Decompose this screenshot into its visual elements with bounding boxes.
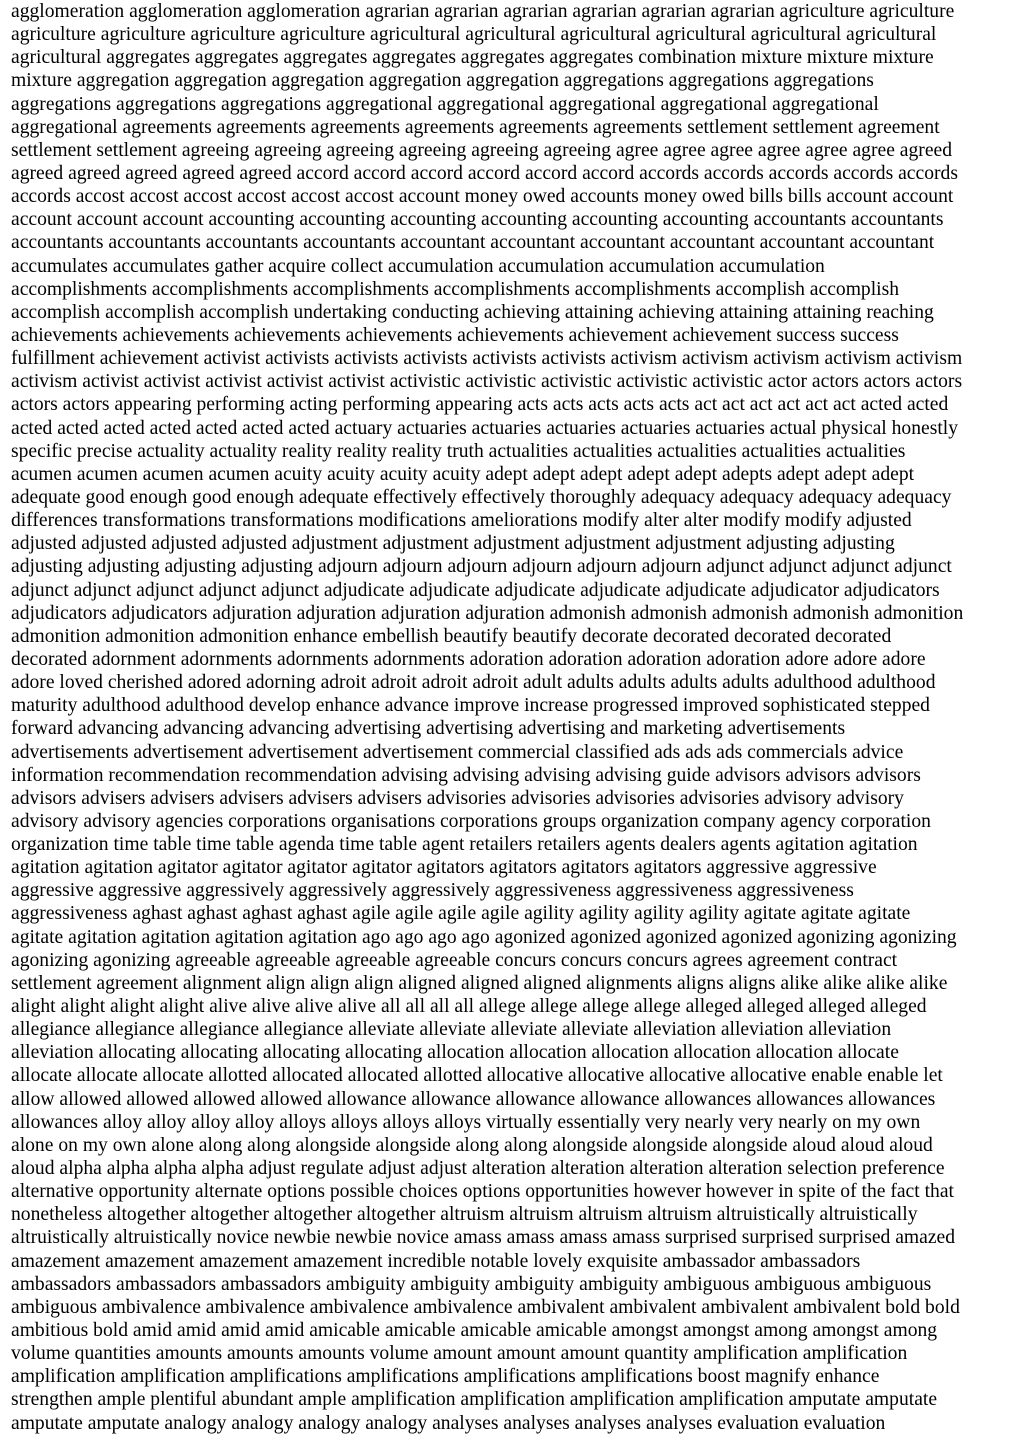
- text-line: aggregational agreements agreements agreements agreements agreements agreements settlement settlement agreement: [11, 116, 940, 138]
- text-line: achievements achievements achievements achievements achievements achievement achievement success success: [11, 324, 899, 346]
- text-line: forward advancing advancing advancing advertising advertising advertising and marketing advertisements: [11, 718, 846, 740]
- text-line: maturity adulthood adulthood develop enhance advance improve increase progressed improved sophisticated stepped: [11, 695, 930, 717]
- text-line: allowances alloy alloy alloy alloy alloys alloys alloys alloys virtually essentially very nearly very nearly on my own: [11, 1111, 921, 1133]
- text-line: amplification amplification amplifications amplifications amplifications amplifications boost magnify enhance: [11, 1366, 880, 1388]
- text-line: accountants accountants accountants accountants accountant accountant accountant accountant accountant accountant: [11, 232, 935, 254]
- text-line: decorated adornment adornments adornments adornments adoration adoration adoration adoration adore adore adore: [11, 648, 926, 670]
- text-line: aggressive aggressive aggressively aggressively aggressively aggressiveness aggressiveness aggressiveness: [11, 880, 854, 902]
- text-line: actors actors appearing performing acting performing appearing acts acts acts acts acts act act act act act act acted acted: [11, 394, 949, 416]
- text-line: volume quantities amounts amounts amounts volume amount amount amount quantity amplification amplification: [11, 1343, 908, 1365]
- text-line: specific precise actuality actuality reality reality reality truth actualities actualities actualities actualities actualities: [11, 440, 906, 462]
- text-line: alight alight alight alight alive alive alive alive all all all all allege allege allege allege alleged alleged alleged alleged: [11, 996, 927, 1018]
- text-line: strengthen ample plentiful abundant ample amplification amplification amplification amplification amputate amputate: [11, 1389, 938, 1411]
- text-line: adore loved cherished adored adorning adroit adroit adroit adroit adult adults adults adults adults adulthood adulthood: [11, 672, 936, 694]
- text-line: fulfillment achievement activist activists activists activists activists activists activism activism activism activism activism: [11, 348, 963, 370]
- text-line: allow allowed allowed allowed allowed allowance allowance allowance allowance allowances allowances allowances: [11, 1088, 936, 1110]
- text-line: agonizing agonizing agreeable agreeable agreeable agreeable concurs concurs concurs agrees agreement contract: [11, 949, 898, 971]
- text-line: agglomeration agglomeration agglomeration agrarian agrarian agrarian agrarian agrarian agrarian agriculture agriculture: [11, 1, 955, 22]
- text-line: allocate allocate allocate allotted allocated allocated allotted allocative allocative allocative allocative enable enable let: [11, 1065, 943, 1087]
- text-line: settlement settlement agreeing agreeing agreeing agreeing agreeing agreeing agree agree agree agree agree agree agreed: [11, 139, 953, 161]
- text-line: amputate amputate analogy analogy analogy analogy analyses analyses analyses analyses evaluation evaluation: [11, 1412, 886, 1434]
- text-line: alleviation allocating allocating allocating allocating allocation allocation allocation allocation allocation allocate: [11, 1042, 899, 1064]
- text-line: accords accost accost accost accost accost accost account money owed accounts money owed bills bills account account: [11, 186, 954, 208]
- text-line: adjunct adjunct adjunct adjunct adjunct adjudicate adjudicate adjudicate adjudicate adjudicate adjudicator adjudicators: [11, 579, 940, 601]
- text-line: advertisements advertisement advertisement advertisement commercial classified ads ads ads commercials advice: [11, 741, 904, 763]
- text-line: advisory advisory agencies corporations organisations corporations groups organization company agency corporation: [11, 810, 931, 832]
- text-line: differences transformations transformations modifications ameliorations modify alter alter modify modify adjusted: [11, 510, 912, 532]
- text-line: accumulates accumulates gather acquire collect accumulation accumulation accumulation accumulation: [11, 255, 825, 277]
- text-line: settlement agreement alignment align align align aligned aligned aligned alignments aligns aligns alike alike alike alike: [11, 972, 948, 994]
- text-line: accomplishments accomplishments accomplishments accomplishments accomplishments accomplish accomplish: [11, 278, 900, 300]
- text-line: acted acted acted acted acted acted acted actuary actuaries actuaries actuaries actuaries actuaries actual physical honestly: [11, 417, 959, 439]
- text-line: accomplish accomplish accomplish undertaking conducting achieving attaining achieving attaining attaining reaching: [11, 301, 934, 323]
- text-line: organization time table time table agenda time table agent retailers retailers agents dealers agents agitation agitation: [11, 834, 918, 856]
- text-line: agriculture agriculture agriculture agriculture agricultural agricultural agricultural agricultural agricultural agricultural: [11, 24, 937, 46]
- text-line: acumen acumen acumen acumen acuity acuity acuity acuity adept adept adept adept adept adepts adept adept adept: [11, 463, 915, 485]
- text-line: mixture aggregation aggregation aggregation aggregation aggregation aggregations aggregations aggregations: [11, 70, 874, 92]
- text-line: aggregations aggregations aggregations aggregational aggregational aggregational aggregational aggregational: [11, 93, 879, 115]
- text-line: allegiance allegiance allegiance allegiance alleviate alleviate alleviate alleviate alleviation alleviation alleviation: [11, 1019, 892, 1041]
- text-line: ambiguous ambivalence ambivalence ambivalence ambivalence ambivalent ambivalent ambivalent ambivalent bold bold: [11, 1296, 960, 1318]
- text-line: activism activist activist activist activist activist activistic activistic activistic activistic activistic actor actors actors actors: [11, 371, 963, 393]
- text-line: account account account accounting accounting accounting accounting accounting accounting accountants accountants: [11, 209, 944, 231]
- text-line: aggressiveness aghast aghast aghast aghast agile agile agile agile agility agility agility agility agitate agitate agitate: [11, 903, 911, 925]
- text-line: ambitious bold amid amid amid amid amicable amicable amicable amicable amongst amongst among amongst among: [11, 1320, 938, 1342]
- text-line: agricultural aggregates aggregates aggregates aggregates aggregates aggregates combination mixture mixture mixture: [11, 47, 934, 69]
- text-line: amazement amazement amazement amazement incredible notable lovely exquisite ambassador ambassadors: [11, 1250, 861, 1272]
- text-line: agreed agreed agreed agreed agreed accord accord accord accord accord accord accords accords accords accords accords: [11, 162, 958, 184]
- text-line: alternative opportunity alternate options possible choices options opportunities however however in spite of the fact that: [11, 1181, 954, 1203]
- text-line: advisors advisers advisers advisers advisers advisers advisories advisories advisories advisories advisory advisory: [11, 787, 904, 809]
- text-line: alone on my own alone along along alongside alongside along along alongside alongside alongside aloud aloud aloud: [11, 1134, 933, 1156]
- text-line: adjudicators adjudicators adjuration adjuration adjuration adjuration admonish admonish admonish admonish admonition: [11, 602, 964, 624]
- text-line: aloud alpha alpha alpha alpha adjust regulate adjust adjust alteration alteration alteration alteration selection preference: [11, 1158, 945, 1180]
- text-line: adjusting adjusting adjusting adjusting adjourn adjourn adjourn adjourn adjourn adjourn adjunct adjunct adjunct adjunct: [11, 556, 952, 578]
- text-line: agitation agitation agitator agitator agitator agitator agitators agitators agitators agitators aggressive aggressive: [11, 857, 877, 879]
- text-line: agitate agitation agitation agitation agitation ago ago ago ago agonized agonized agonized agonized agonizing agonizing: [11, 926, 957, 948]
- text-line: adjusted adjusted adjusted adjusted adjustment adjustment adjustment adjustment adjustment adjusting adjusting: [11, 533, 895, 555]
- text-line: nonetheless altogether altogether altogether altogether altruism altruism altruism altruism altruistically altruistically: [11, 1204, 918, 1226]
- text-line: ambassadors ambassadors ambassadors ambiguity ambiguity ambiguity ambiguity ambiguous ambiguous ambiguous: [11, 1273, 932, 1295]
- text-line: admonition admonition admonition enhance embellish beautify beautify decorate decorated decorated decorated: [11, 625, 892, 647]
- text-line: altruistically altruistically novice newbie newbie novice amass amass amass amass surprised surprised surprised amazed: [11, 1227, 956, 1249]
- text-line: adequate good enough good enough adequate effectively effectively thoroughly adequacy adequacy adequacy adequacy: [11, 486, 952, 508]
- text-line: information recommendation recommendation advising advising advising advising guide advisors advisors advisors: [11, 764, 921, 786]
